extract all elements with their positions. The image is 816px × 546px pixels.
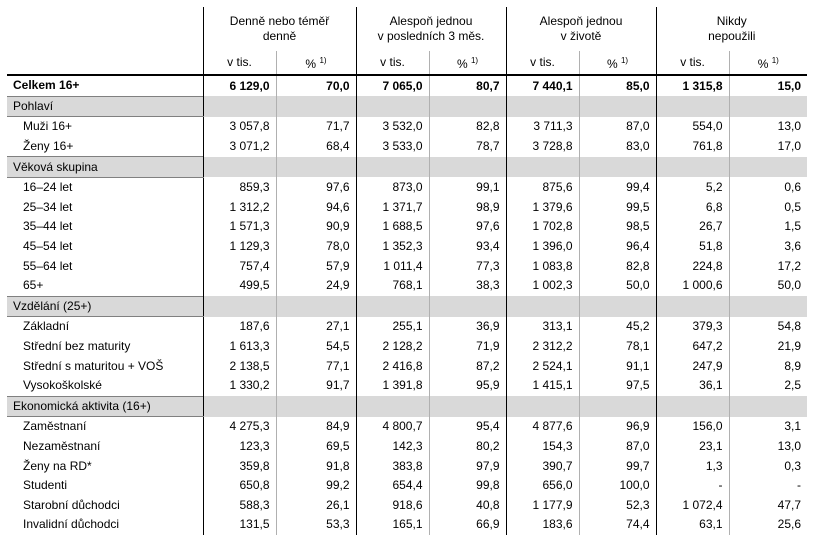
column-group-header bbox=[656, 7, 807, 51]
percent-symbol: % bbox=[757, 57, 769, 71]
table-row bbox=[7, 276, 807, 296]
value-cell: 23,1 bbox=[656, 437, 729, 457]
table-row bbox=[7, 495, 807, 515]
row-label: Ženy na RD* bbox=[23, 458, 92, 473]
value-cell: 4 877,6 bbox=[506, 417, 579, 437]
value-cell: 96,4 bbox=[579, 237, 656, 257]
value-cell: 165,1 bbox=[356, 515, 429, 535]
row-label: Nezaměstnaní bbox=[23, 438, 101, 453]
value-cell: 1 315,8 bbox=[656, 75, 729, 96]
value-cell: 99,4 bbox=[579, 177, 656, 197]
value-cell: 383,8 bbox=[356, 456, 429, 476]
value-cell: 80,7 bbox=[429, 75, 506, 96]
column-group-header-line: nepoužili bbox=[708, 29, 756, 43]
value-cell: 588,3 bbox=[203, 495, 276, 515]
table-row bbox=[7, 437, 807, 457]
value-cell: 99,2 bbox=[276, 476, 356, 496]
value-cell: 1 391,8 bbox=[356, 376, 429, 396]
value-cell: 53,3 bbox=[276, 515, 356, 535]
row-label: Invalidní důchodci bbox=[23, 517, 120, 532]
value-cell: 69,5 bbox=[276, 437, 356, 457]
value-cell: 154,3 bbox=[506, 437, 579, 457]
value-cell: 918,6 bbox=[356, 495, 429, 515]
value-cell: 99,5 bbox=[579, 198, 656, 218]
value-cell: 654,4 bbox=[356, 476, 429, 496]
value-cell: 38,3 bbox=[429, 276, 506, 296]
section-filler-cell bbox=[429, 96, 506, 117]
value-cell: 390,7 bbox=[506, 456, 579, 476]
section-filler-cell bbox=[656, 396, 729, 417]
section-header-row bbox=[7, 96, 807, 117]
section-filler-cell bbox=[506, 96, 579, 117]
section-filler-cell bbox=[356, 296, 429, 317]
value-cell: 650,8 bbox=[203, 476, 276, 496]
section-filler-cell bbox=[429, 296, 506, 317]
value-cell: 2 128,2 bbox=[356, 337, 429, 357]
value-cell: 90,9 bbox=[276, 217, 356, 237]
value-cell: 68,4 bbox=[276, 137, 356, 157]
value-cell: 78,7 bbox=[429, 137, 506, 157]
value-cell: 859,3 bbox=[203, 177, 276, 197]
header-row-units bbox=[7, 51, 807, 75]
value-cell: 768,1 bbox=[356, 276, 429, 296]
value-cell: 1 011,4 bbox=[356, 256, 429, 276]
value-cell: 6,8 bbox=[656, 198, 729, 218]
value-cell: 78,1 bbox=[579, 337, 656, 357]
value-cell: 13,0 bbox=[729, 117, 807, 137]
value-cell: 3 071,2 bbox=[203, 137, 276, 157]
value-cell: 4 800,7 bbox=[356, 417, 429, 437]
value-cell: 91,1 bbox=[579, 356, 656, 376]
value-cell: 647,2 bbox=[656, 337, 729, 357]
value-cell: 100,0 bbox=[579, 476, 656, 496]
section-filler-cell bbox=[276, 96, 356, 117]
table-row bbox=[7, 117, 807, 137]
value-cell: 70,0 bbox=[276, 75, 356, 96]
value-cell: 2 416,8 bbox=[356, 356, 429, 376]
row-label: 45–54 let bbox=[23, 239, 73, 254]
value-cell: 99,7 bbox=[579, 456, 656, 476]
value-cell: - bbox=[656, 476, 729, 496]
value-cell: 85,0 bbox=[579, 75, 656, 96]
value-cell: 247,9 bbox=[656, 356, 729, 376]
value-cell: 98,5 bbox=[579, 217, 656, 237]
table-row bbox=[7, 476, 807, 496]
value-cell: 27,1 bbox=[276, 317, 356, 337]
value-cell: 3 057,8 bbox=[203, 117, 276, 137]
value-cell: 359,8 bbox=[203, 456, 276, 476]
row-label: 35–44 let bbox=[23, 219, 73, 234]
value-cell: 51,8 bbox=[656, 237, 729, 257]
section-filler-cell bbox=[656, 157, 729, 178]
total-row bbox=[7, 75, 807, 96]
column-group-header-line: Nikdy bbox=[716, 14, 747, 28]
section-filler-cell bbox=[276, 157, 356, 178]
value-cell: 1 415,1 bbox=[506, 376, 579, 396]
row-label: Vysokoškolské bbox=[23, 378, 102, 393]
statistics-table bbox=[7, 7, 807, 535]
unit-header-thousands: v tis. bbox=[656, 51, 729, 75]
section-header-row bbox=[7, 396, 807, 417]
section-header-row bbox=[7, 296, 807, 317]
value-cell: 80,2 bbox=[429, 437, 506, 457]
section-filler-cell bbox=[656, 96, 729, 117]
section-filler-cell bbox=[356, 157, 429, 178]
row-label: Zaměstnaní bbox=[23, 419, 87, 434]
value-cell: 97,5 bbox=[579, 376, 656, 396]
value-cell: 1 352,3 bbox=[356, 237, 429, 257]
value-cell: 91,7 bbox=[276, 376, 356, 396]
row-label: Celkem 16+ bbox=[13, 78, 80, 93]
value-cell: 36,1 bbox=[656, 376, 729, 396]
section-filler-cell bbox=[729, 96, 807, 117]
value-cell: 26,7 bbox=[656, 217, 729, 237]
value-cell: 761,8 bbox=[656, 137, 729, 157]
value-cell: 78,0 bbox=[276, 237, 356, 257]
value-cell: 54,5 bbox=[276, 337, 356, 357]
column-group-header-line: Alespoň jednou bbox=[539, 14, 623, 28]
value-cell: 95,9 bbox=[429, 376, 506, 396]
value-cell: 1 330,2 bbox=[203, 376, 276, 396]
value-cell: 97,6 bbox=[276, 177, 356, 197]
table-row bbox=[7, 217, 807, 237]
value-cell: 2 524,1 bbox=[506, 356, 579, 376]
value-cell: 0,6 bbox=[729, 177, 807, 197]
value-cell: 36,9 bbox=[429, 317, 506, 337]
column-group-header-line: denně bbox=[262, 29, 297, 43]
value-cell: 0,3 bbox=[729, 456, 807, 476]
value-cell: 3 728,8 bbox=[506, 137, 579, 157]
footnote-marker: 1) bbox=[771, 56, 779, 65]
section-filler-cell bbox=[203, 396, 276, 417]
section-title: Ekonomická aktivita (16+) bbox=[7, 396, 203, 417]
value-cell: 1 571,3 bbox=[203, 217, 276, 237]
value-cell: 2 312,2 bbox=[506, 337, 579, 357]
section-filler-cell bbox=[276, 396, 356, 417]
value-cell: 94,6 bbox=[276, 198, 356, 218]
section-filler-cell bbox=[579, 157, 656, 178]
section-title: Věková skupina bbox=[7, 157, 203, 178]
value-cell: 84,9 bbox=[276, 417, 356, 437]
section-filler-cell bbox=[356, 96, 429, 117]
section-filler-cell bbox=[579, 296, 656, 317]
value-cell: 82,8 bbox=[579, 256, 656, 276]
value-cell: 21,9 bbox=[729, 337, 807, 357]
value-cell: 757,4 bbox=[203, 256, 276, 276]
percent-symbol: % bbox=[606, 57, 618, 71]
unit-header-percent bbox=[579, 51, 656, 75]
value-cell: - bbox=[729, 476, 807, 496]
table-row bbox=[7, 177, 807, 197]
value-cell: 4 275,3 bbox=[203, 417, 276, 437]
value-cell: 77,1 bbox=[276, 356, 356, 376]
value-cell: 0,5 bbox=[729, 198, 807, 218]
table-row bbox=[7, 417, 807, 437]
value-cell: 3,1 bbox=[729, 417, 807, 437]
percent-symbol: % bbox=[305, 57, 317, 71]
value-cell: 13,0 bbox=[729, 437, 807, 457]
value-cell: 74,4 bbox=[579, 515, 656, 535]
value-cell: 1 379,6 bbox=[506, 198, 579, 218]
table-row bbox=[7, 515, 807, 535]
row-label: Základní bbox=[23, 319, 70, 334]
header-empty-cell bbox=[7, 7, 203, 51]
value-cell: 87,2 bbox=[429, 356, 506, 376]
value-cell: 83,0 bbox=[579, 137, 656, 157]
value-cell: 2 138,5 bbox=[203, 356, 276, 376]
value-cell: 255,1 bbox=[356, 317, 429, 337]
value-cell: 1 072,4 bbox=[656, 495, 729, 515]
value-cell: 1 702,8 bbox=[506, 217, 579, 237]
unit-header-thousands: v tis. bbox=[506, 51, 579, 75]
value-cell: 1 396,0 bbox=[506, 237, 579, 257]
value-cell: 131,5 bbox=[203, 515, 276, 535]
column-group-header-line: Alespoň jednou bbox=[389, 14, 473, 28]
row-label: 25–34 let bbox=[23, 199, 73, 214]
value-cell: 1 312,2 bbox=[203, 198, 276, 218]
row-label: Střední bez maturity bbox=[23, 339, 131, 354]
row-label: Ženy 16+ bbox=[23, 139, 74, 154]
value-cell: 1 177,9 bbox=[506, 495, 579, 515]
table-row bbox=[7, 337, 807, 357]
value-cell: 97,6 bbox=[429, 217, 506, 237]
footnote-marker: 1) bbox=[620, 56, 629, 65]
value-cell: 66,9 bbox=[429, 515, 506, 535]
value-cell: 5,2 bbox=[656, 177, 729, 197]
table-row bbox=[7, 356, 807, 376]
column-group-header-line: v životě bbox=[560, 29, 602, 43]
value-cell: 57,9 bbox=[276, 256, 356, 276]
section-filler-cell bbox=[429, 396, 506, 417]
table-row bbox=[7, 256, 807, 276]
unit-header-thousands: v tis. bbox=[203, 51, 276, 75]
value-cell: 1 083,8 bbox=[506, 256, 579, 276]
section-filler-cell bbox=[203, 296, 276, 317]
section-filler-cell bbox=[203, 157, 276, 178]
value-cell: 87,0 bbox=[579, 117, 656, 137]
value-cell: 17,2 bbox=[729, 256, 807, 276]
footnote-marker: 1) bbox=[470, 56, 479, 65]
value-cell: 123,3 bbox=[203, 437, 276, 457]
unit-header-thousands: v tis. bbox=[356, 51, 429, 75]
section-filler-cell bbox=[729, 157, 807, 178]
value-cell: 3,6 bbox=[729, 237, 807, 257]
table-row bbox=[7, 456, 807, 476]
value-cell: 96,9 bbox=[579, 417, 656, 437]
value-cell: 3 532,0 bbox=[356, 117, 429, 137]
value-cell: 63,1 bbox=[656, 515, 729, 535]
value-cell: 875,6 bbox=[506, 177, 579, 197]
column-group-header bbox=[356, 7, 506, 51]
row-label: Starobní důchodci bbox=[23, 497, 120, 512]
table-row bbox=[7, 198, 807, 218]
value-cell: 1 371,7 bbox=[356, 198, 429, 218]
value-cell: 187,6 bbox=[203, 317, 276, 337]
value-cell: 224,8 bbox=[656, 256, 729, 276]
section-header-row bbox=[7, 157, 807, 178]
value-cell: 52,3 bbox=[579, 495, 656, 515]
column-group-header-line: Denně nebo téměř bbox=[229, 14, 330, 28]
header-empty-cell bbox=[7, 51, 203, 75]
value-cell: 873,0 bbox=[356, 177, 429, 197]
value-cell: 8,9 bbox=[729, 356, 807, 376]
unit-header-percent bbox=[276, 51, 356, 75]
value-cell: 183,6 bbox=[506, 515, 579, 535]
table-row bbox=[7, 137, 807, 157]
value-cell: 6 129,0 bbox=[203, 75, 276, 96]
value-cell: 1 002,3 bbox=[506, 276, 579, 296]
header-row-groups bbox=[7, 7, 807, 51]
value-cell: 93,4 bbox=[429, 237, 506, 257]
section-filler-cell bbox=[506, 396, 579, 417]
row-label: 65+ bbox=[23, 278, 44, 293]
value-cell: 656,0 bbox=[506, 476, 579, 496]
value-cell: 24,9 bbox=[276, 276, 356, 296]
section-filler-cell bbox=[729, 296, 807, 317]
section-filler-cell bbox=[579, 396, 656, 417]
section-filler-cell bbox=[506, 157, 579, 178]
value-cell: 17,0 bbox=[729, 137, 807, 157]
value-cell: 47,7 bbox=[729, 495, 807, 515]
row-label: Muži 16+ bbox=[23, 119, 73, 134]
value-cell: 50,0 bbox=[729, 276, 807, 296]
column-group-header-line: v posledních 3 měs. bbox=[377, 29, 485, 43]
value-cell: 50,0 bbox=[579, 276, 656, 296]
table-row bbox=[7, 376, 807, 396]
value-cell: 156,0 bbox=[656, 417, 729, 437]
section-filler-cell bbox=[579, 96, 656, 117]
value-cell: 554,0 bbox=[656, 117, 729, 137]
value-cell: 91,8 bbox=[276, 456, 356, 476]
section-title: Vzdělání (25+) bbox=[7, 296, 203, 317]
value-cell: 7 440,1 bbox=[506, 75, 579, 96]
section-title: Pohlaví bbox=[7, 96, 203, 117]
value-cell: 54,8 bbox=[729, 317, 807, 337]
column-group-header bbox=[506, 7, 656, 51]
column-group-header bbox=[203, 7, 356, 51]
row-label: Studenti bbox=[23, 478, 68, 493]
section-filler-cell bbox=[729, 396, 807, 417]
row-label: 55–64 let bbox=[23, 258, 73, 273]
section-filler-cell bbox=[506, 296, 579, 317]
value-cell: 1,3 bbox=[656, 456, 729, 476]
unit-header-percent bbox=[429, 51, 506, 75]
value-cell: 98,9 bbox=[429, 198, 506, 218]
value-cell: 25,6 bbox=[729, 515, 807, 535]
value-cell: 71,7 bbox=[276, 117, 356, 137]
section-filler-cell bbox=[203, 96, 276, 117]
section-filler-cell bbox=[429, 157, 506, 178]
unit-header-percent bbox=[729, 51, 807, 75]
value-cell: 82,8 bbox=[429, 117, 506, 137]
value-cell: 142,3 bbox=[356, 437, 429, 457]
table-row bbox=[7, 317, 807, 337]
section-filler-cell bbox=[356, 396, 429, 417]
value-cell: 71,9 bbox=[429, 337, 506, 357]
value-cell: 77,3 bbox=[429, 256, 506, 276]
value-cell: 95,4 bbox=[429, 417, 506, 437]
value-cell: 99,8 bbox=[429, 476, 506, 496]
row-label: 16–24 let bbox=[23, 180, 73, 195]
row-label: Střední s maturitou + VOŠ bbox=[23, 358, 164, 373]
value-cell: 1 688,5 bbox=[356, 217, 429, 237]
value-cell: 99,1 bbox=[429, 177, 506, 197]
value-cell: 45,2 bbox=[579, 317, 656, 337]
section-filler-cell bbox=[656, 296, 729, 317]
value-cell: 15,0 bbox=[729, 75, 807, 96]
value-cell: 26,1 bbox=[276, 495, 356, 515]
value-cell: 3 533,0 bbox=[356, 137, 429, 157]
value-cell: 97,9 bbox=[429, 456, 506, 476]
value-cell: 3 711,3 bbox=[506, 117, 579, 137]
value-cell: 1,5 bbox=[729, 217, 807, 237]
value-cell: 1 613,3 bbox=[203, 337, 276, 357]
value-cell: 2,5 bbox=[729, 376, 807, 396]
value-cell: 87,0 bbox=[579, 437, 656, 457]
value-cell: 1 129,3 bbox=[203, 237, 276, 257]
table-row bbox=[7, 237, 807, 257]
footnote-marker: 1) bbox=[319, 56, 327, 65]
percent-symbol: % bbox=[456, 57, 468, 71]
value-cell: 313,1 bbox=[506, 317, 579, 337]
value-cell: 7 065,0 bbox=[356, 75, 429, 96]
value-cell: 40,8 bbox=[429, 495, 506, 515]
value-cell: 499,5 bbox=[203, 276, 276, 296]
section-filler-cell bbox=[276, 296, 356, 317]
value-cell: 1 000,6 bbox=[656, 276, 729, 296]
value-cell: 379,3 bbox=[656, 317, 729, 337]
